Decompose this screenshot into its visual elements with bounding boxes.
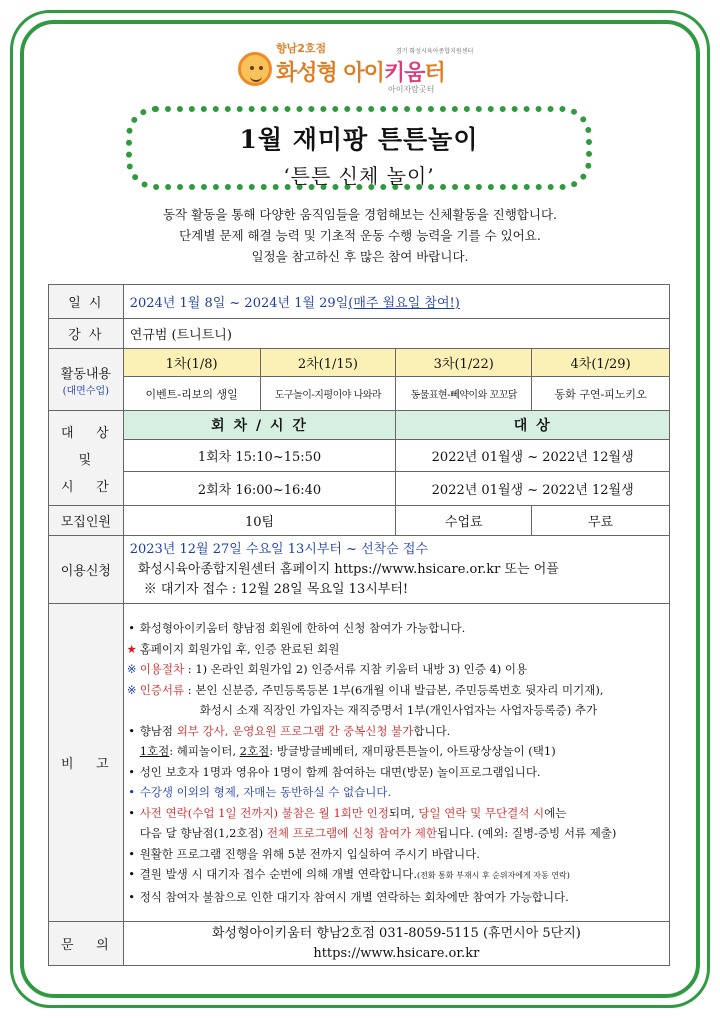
remarks-list [123,604,669,922]
logo [238,38,498,98]
schedule-value: 2024년 1월 8일 ~ 2024년 1월 29일(매주 월요일 참여!) [123,285,669,319]
logo-name: 화성형 아이키움터 [276,61,445,86]
apply-label: 이용신청 [49,536,124,604]
title-box [126,106,592,190]
schedule-label: 일 시 [49,285,124,319]
fee-label: 수업료 [396,506,532,536]
contact-value: 화성형아이키움터 향남2호점 031-8059-5115 (휴먼시아 5단지) https://www.hsicare.or.kr [123,922,669,966]
logo-branch: 향남2호점 [276,42,327,55]
center-name: 경기 화성시육아종합지원센터 [396,48,474,55]
instructor-value: 연규범 (트니트니) [123,319,669,349]
list-item: 다음 달 향남점(1,2호점) 전체 프로그램에 신청 참여가 제한됩니다. (예외: 질병-증빙 서류 제출) [139,826,617,840]
session-content: 동화 구연-피노키오 [532,377,670,411]
session-content: 동물표현-뻬약이와 꼬꼬닭 [396,377,532,411]
intro-text [60,204,660,267]
page-title: 1월 재미팡 튼튼놀이 [239,125,479,154]
intro-line: 일정을 참고하신 후 많은 참여 바랍니다. [251,249,469,264]
info-table [48,284,670,966]
apply-value: 2023년 12월 27일 수요일 13시부터 ~ 선착순 접수 화성시육아종합지원센터 홈페이지 https://www.hsicare.or.kr 또는 어플 ※ 대기자 접수 : 12월 28일 목요일 13시부터! [123,536,669,604]
intro-line: 단계별 문제 해결 능력 및 기초적 운동 수행 능력을 기를 수 있어요. [179,228,541,243]
target-cell: 2022년 01월생 ~ 2022년 12월생 [396,440,670,472]
time-cell: 2회차 16:00~16:40 [123,472,396,506]
session-round: 1차(1/8) [123,349,260,377]
logo-sub: 아이자람곳터 [388,85,435,94]
activity-label: 활동내용 (대면수업) [49,349,124,411]
sun-face-icon [238,52,272,86]
time-cell: 1회차 15:10~15:50 [123,440,396,472]
list-item: ★ 홈페이지 회원가입 후, 인증 완료된 회원 [126,641,340,656]
remarks-label: 비 고 [49,604,124,922]
col-target-header: 대 상 [396,411,670,440]
session-round: 3차(1/22) [396,349,532,377]
list-item: • 화성형아이키움터 향남점 회원에 한하여 신청 참여가 가능합니다. [128,621,466,635]
list-item: • 정식 참여자 불참으로 인한 대기자 참여시 개별 연락하는 회차에만 참여가 가능합니다. [128,889,569,904]
list-item: • 원활한 프로그램 진행을 위해 5분 전까지 입실하여 주시기 바랍니다. [128,846,480,861]
contact-label: 문 의 [49,922,124,966]
list-item: • 성인 보호자 1명과 영유아 1명이 함께 참여하는 대면(방문) 놀이프로그램입니다. [128,764,541,779]
list-item: 화성시 소재 직장인 가입자는 재직증명서 1부(개인사업자는 사업자등록증) 추가 [199,703,598,717]
fee-value: 무료 [532,506,670,536]
session-round: 2차(1/15) [260,349,396,377]
list-item: • 사전 연락(수업 1일 전까지) 불참은 월 1회만 인정되며, 당일 연락 및 무단결석 시에는 [128,805,567,820]
list-item: • 결원 발생 시 대기자 접수 순번에 의해 개별 연락합니다.(전화 통화 부재시 후 순위자에게 자동 연락) [128,867,570,881]
session-content: 이벤트-리보의 생일 [123,377,260,411]
session-round: 4차(1/29) [532,349,670,377]
intro-line: 동작 활동을 통해 다양한 움직임들을 경험해보는 신체활동을 진행합니다. [162,207,558,222]
page-subtitle: ‘튼튼 신체 놀이’ [283,164,435,188]
instructor-label: 강 사 [49,319,124,349]
col-time-header: 회 차 / 시 간 [123,411,396,440]
list-item: ※ 이용절차 : 1) 온라인 회원가입 2) 인증서류 지참 키움터 내방 3) 인증 4) 이용 [126,662,528,676]
session-content: 도구놀이-지평이야 나와라 [260,377,396,411]
list-item: • 수강생 이외의 형제, 자매는 동반하실 수 없습니다. [128,785,392,799]
target-label: 대 상 및 시 간 [49,411,124,506]
recruit-label: 모집인원 [49,506,124,536]
list-item: ※ 인증서류 : 본인 신분증, 주민등록등본 1부(6개월 이내 발급본, 주민등록번호 뒷자리 미기재), [126,682,604,697]
list-item: • 향남점 외부 강사, 운영요원 프로그램 간 중복신청 불가합니다. [128,723,451,738]
recruit-count: 10팀 [123,506,396,536]
target-cell: 2022년 01월생 ~ 2022년 12월생 [396,472,670,506]
list-item: 1호점: 헤피놀이터, 2호점: 방글방글베베터, 재미팡튼튼놀이, 아트팡상상놀이 (택1) [139,744,556,758]
